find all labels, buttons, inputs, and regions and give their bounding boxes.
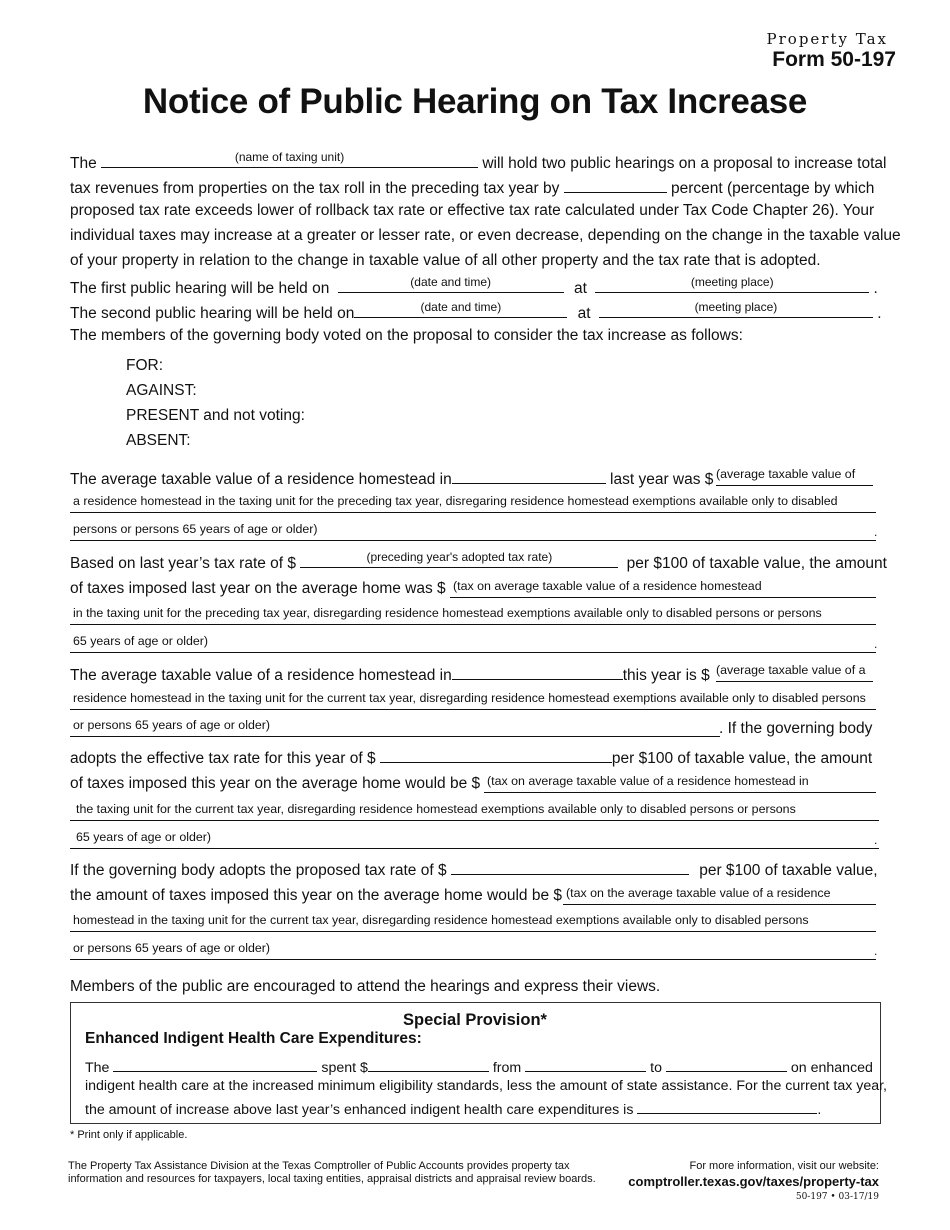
special-amount-field[interactable] (368, 1057, 489, 1072)
block3-value-field-3[interactable]: or persons 65 years of age or older) (70, 717, 720, 737)
intro-line-3: proposed tax rate exceeds lower of rollback tax rate or effective tax rate calculated under Tax Code Chapter 26). Your (70, 202, 875, 219)
taxing-unit-field[interactable]: (name of taxing unit) (101, 151, 478, 168)
form-category: Property Tax (766, 30, 888, 48)
intro-line-2: tax revenues from properties on the tax roll in the preceding tax year by percent (percentage by which (70, 176, 874, 199)
block5-line-2: the amount of taxes imposed this year on the average home would be $ (70, 887, 562, 904)
block5-line-1: If the governing body adopts the proposed tax rate of $ per $100 of taxable value, (70, 858, 878, 881)
intro-line-4: individual taxes may increase at a greater or lesser rate, or even decrease, depending on the change in the taxable value (70, 227, 901, 244)
second-hearing-line: The second public hearing will be held on (date and time) at (meeting place) . (70, 300, 882, 322)
block3-value-field-1[interactable]: (average taxable value of a (716, 662, 873, 682)
block5-tax-field-1[interactable]: (tax on the average taxable value of a residence (563, 885, 876, 905)
second-hearing-date-field[interactable]: (date and time) (354, 301, 567, 318)
vote-absent-label: ABSENT: (126, 432, 191, 449)
footer-website-link[interactable]: comptroller.texas.gov/taxes/property-tax (628, 1174, 879, 1189)
first-hearing-place-field[interactable]: (meeting place) (595, 276, 869, 293)
block3-value-field-2[interactable]: residence homestead in the taxing unit for the current tax year, disregarding residence homestead exemptions available only to disabled persons (70, 690, 876, 710)
intro-line-5: of your property in relation to the change in taxable value of all other property and the tax rate that is adopted. (70, 252, 821, 269)
special-increase-field[interactable] (637, 1099, 817, 1114)
special-line-1: The spent $ from to on enhanced (85, 1057, 873, 1076)
votes-intro: The members of the governing body voted on the proposal to consider the tax increase as follows: (70, 327, 743, 344)
vote-against-label: AGAINST: (126, 382, 197, 399)
footer-description: The Property Tax Assistance Division at the Texas Comptroller of Public Accounts provides property tax information and resources for taxpayers, local taxing entities, appraisal districts and appraisal review boards. (68, 1160, 596, 1185)
block1-value-field-1[interactable]: (average taxable value of (716, 466, 873, 486)
special-line-3: the amount of increase above last year’s enhanced indigent health care expenditures is . (85, 1099, 821, 1118)
block1-value-field-3[interactable]: persons or persons 65 years of age or older) (70, 521, 876, 541)
form-number: Form 50-197 (772, 48, 896, 71)
block2-tax-field-2[interactable]: in the taxing unit for the preceding tax year, disregarding residence homestead exemptions available only to disabled persons or persons (70, 605, 876, 625)
block4-tax-field-1[interactable]: (tax on average taxable value of a residence homestead in (484, 773, 876, 793)
first-hearing-line: The first public hearing will be held on (date and time) at (meeting place) . (70, 275, 878, 297)
footer-form-code: 50-197 • 03-17/19 (795, 1192, 879, 1202)
proposed-rate-field[interactable] (451, 858, 689, 875)
block2-tax-field-3[interactable]: 65 years of age or older) (70, 633, 876, 653)
special-to-field[interactable] (666, 1057, 787, 1072)
block5-tax-field-2[interactable]: homestead in the taxing unit for the current tax year, disregarding residence homestead exemptions available only to disabled persons (70, 912, 876, 932)
vote-present-label: PRESENT and not voting: (126, 407, 305, 424)
special-unit-field[interactable] (113, 1057, 317, 1072)
block2-tax-field-1[interactable]: (tax on average taxable value of a residence homestead (450, 578, 876, 598)
special-provision-heading: Enhanced Indigent Health Care Expenditures: (85, 1030, 422, 1047)
print-footnote: * Print only if applicable. (70, 1129, 188, 1141)
block2-line-2: of taxes imposed last year on the average home was $ (70, 580, 446, 597)
block1-unit-field[interactable] (452, 467, 606, 484)
special-line-2: indigent health care at the increased minimum eligibility standards, less the amount of state assistance. For the current tax year, (85, 1078, 888, 1094)
prior-rate-field[interactable]: (preceding year's adopted tax rate) (300, 551, 618, 568)
block2-line-1: Based on last year’s tax rate of $ (preceding year's adopted tax rate) per $100 of taxable value, the amount (70, 550, 887, 572)
vote-for-label: FOR: (126, 357, 164, 374)
special-provision-title: Special Provision* (403, 1011, 547, 1029)
block4-tax-field-3[interactable]: 65 years of age or older) (70, 829, 879, 849)
percent-field[interactable] (564, 176, 667, 193)
first-hearing-date-field[interactable]: (date and time) (338, 276, 564, 293)
page-title: Notice of Public Hearing on Tax Increase (142, 82, 808, 121)
block3-tail: . If the governing body (719, 720, 873, 737)
block1-value-field-2[interactable]: a residence homestead in the taxing unit for the preceding tax year, disregaring residence homestead exemptions available only to disabled (70, 493, 876, 513)
block3-line-1: The average taxable value of a residence homestead in this year is $ (70, 663, 710, 686)
block4-tax-field-2[interactable]: the taxing unit for the current tax year, disregarding residence homestead exemptions available only to disabled persons or persons (70, 801, 879, 821)
block5-tax-field-3[interactable]: or persons 65 years of age or older) (70, 940, 876, 960)
effective-rate-field[interactable] (380, 746, 612, 763)
intro-line-1: The (name of taxing unit) will hold two public hearings on a proposal to increase total (70, 150, 887, 172)
block4-line-2: of taxes imposed this year on the average home would be $ (70, 775, 481, 792)
special-from-field[interactable] (525, 1057, 646, 1072)
block3-unit-field[interactable] (452, 663, 623, 680)
block1-line-1: The average taxable value of a residence homestead in last year was $ (70, 467, 713, 490)
footer-info-label: For more information, visit our website: (689, 1160, 879, 1172)
block4-line-1: adopts the effective tax rate for this year of $ per $100 of taxable value, the amount (70, 746, 872, 769)
second-hearing-place-field[interactable]: (meeting place) (599, 301, 873, 318)
public-encouragement: Members of the public are encouraged to attend the hearings and express their views. (70, 978, 661, 995)
